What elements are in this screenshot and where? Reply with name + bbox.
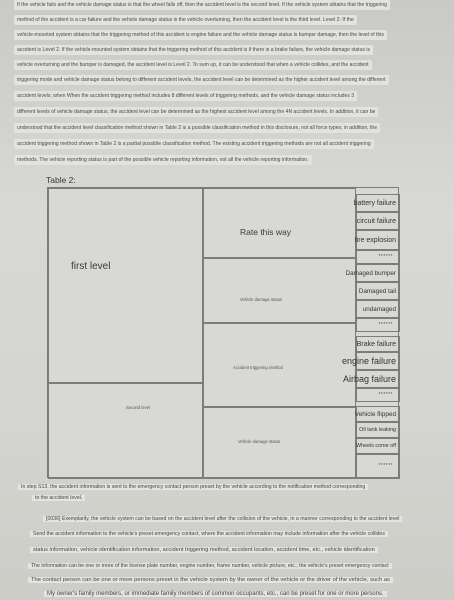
group2-item-1 [345, 264, 400, 282]
accident-level-table [47, 187, 399, 478]
text-line-7: accident levels; when When the accident triggering method includes 8 different levels of triggering methods, and the vehicle damage status includes 3 [14, 91, 357, 101]
text-line-6: triggering mode and vehicle damage status belong to different accident levels, the accident level can be determined as the higher accident level among the different [14, 75, 389, 85]
group2-item-1-text: Damaged bumper [345, 270, 396, 277]
group4-item-3 [356, 438, 400, 454]
group2-item-2-text: Damaged tail [358, 288, 396, 295]
group3-item-2 [341, 352, 400, 370]
text-line-5: vehicle overturning and the bumper is damaged, the accident level is Level 2. To sum up, it can be understood that when a vehicle collides, and the accident [14, 60, 372, 70]
group2-item-3 [356, 300, 400, 318]
second-level-label: Second level [126, 405, 150, 410]
bottom-line-2: to the accident level. [32, 493, 454, 503]
group1-item-1 [353, 194, 400, 212]
first-level-label: first level [71, 261, 111, 272]
bottom-line-1: In step S13, the accident information is sent to the emergency contact person preset by the vehicle according to the notification method corresponding [18, 482, 454, 492]
group4-stars-text: ****** [378, 463, 393, 469]
bottom-line-7: The contact person can be one or more persons preset in the vehicle system by the owner of the vehicle or the driver of the vehicle, such as [28, 575, 454, 585]
group4-item-3-text: Wheels come off [355, 443, 396, 449]
text-line-8: different levels of vehicle damage status, the accident level can be determined as the highest accident level among the 4N accident levels. In addition, it can be [14, 107, 378, 117]
group3-stars-text: ****** [378, 392, 393, 398]
rate-this-way-label: Rate this way [240, 227, 292, 237]
bottom-line-5: status information, vehicle identification information, accident triggering method, accident location, accident time, etc., vehicle identification [30, 545, 454, 555]
vehicle-damage-status-label: Vehicle damage status [240, 297, 283, 302]
group2-item-2 [356, 282, 400, 300]
text-line-1: If the vehicle fails and the vehicle damage status is that the wheel falls off, then the accident level is the second level. If the vehicle system obtains that the triggering [14, 0, 390, 10]
group1-item-1-text: battery failure [353, 200, 396, 207]
group3-item-3 [342, 370, 400, 388]
second-level-cell [48, 383, 203, 479]
accident-triggering-method-label: Accident triggering method [233, 365, 283, 370]
rate-this-way-cell [203, 188, 356, 258]
group4-stars [356, 454, 400, 479]
group1-stars-text: ****** [378, 254, 393, 260]
bottom-line-6: The information can be one or more of the license plate number, engine number, frame number, vehicle picture, etc.; the vehicle's preset emergency contact [28, 561, 454, 571]
text-line-2: method of the accident is a car failure and the vehicle damage status is the vehicle overturning, then the accident level is the third level. Level 2: If the [14, 15, 357, 25]
table-caption: Table 2: [46, 175, 76, 185]
group4-item-2-text: Oil tank leaking [359, 427, 396, 433]
text-line-11: methods. The vehicle reporting status is part of the possible vehicle reporting information, not all the vehicle reporting information. [14, 155, 312, 165]
group1-item-2 [356, 212, 400, 230]
vehicle-damage-status-cell [203, 258, 356, 323]
text-line-4: accident is Level 2. If the vehicle-mounted system obtains that the triggering method of this accident is if there is a brake failure, the vehicle damage status is [14, 45, 373, 55]
group4-item-1-text: Vehicle flipped [354, 411, 396, 418]
vehicle-damage-status-2-label: Vehicle damage status [238, 439, 281, 444]
first-level-cell [48, 188, 203, 383]
bottom-line-8: My owner's family members, or immediate family members of common occupants, etc., can be preset for one or more persons. [44, 589, 454, 599]
group1-stars [356, 250, 400, 264]
group2-stars [356, 318, 400, 332]
group4-item-2 [356, 422, 400, 438]
vehicle-damage-status-2-cell [203, 407, 356, 479]
group3-item-2-text: engine failure [341, 356, 396, 366]
group2-item-3-text: undamaged [362, 306, 396, 313]
group3-item-1 [356, 336, 400, 352]
group4-item-1 [356, 406, 400, 422]
group3-item-1-text: Brake failure [356, 341, 396, 348]
bottom-line-4: Send the accident information to the vehicle's preset emergency contact, where the accident information may include information after the vehicle collides [30, 529, 454, 539]
bottom-line-3: [0036] Exemplarily, the vehicle system can be based on the accident level after the collision of the vehicle, in a manner corresponding to the accident level [43, 514, 454, 524]
group3-item-3-text: Airbag failure [342, 374, 396, 384]
group2-stars-text: ****** [378, 322, 393, 328]
group1-item-3 [356, 230, 400, 250]
text-line-9: understood that the accident level classification method shown in Table 2 is a possible classification method in this disclosure, not all force types; in addition, the [14, 123, 380, 133]
text-line-3: vehicle-mounted system obtains that the triggering method of this accident is engine failure and the vehicle damage status is bumper damage, then the level of this [14, 30, 387, 40]
text-line-10: accident triggering method shown in Table 2 is a partial possible classification method. The existing accident triggering methods are not all accident triggering [14, 139, 374, 149]
group1-item-2-text: circuit failure [356, 218, 396, 225]
group1-item-3-text: tire explosion [354, 237, 396, 244]
accident-triggering-method-cell [203, 323, 356, 407]
group3-stars [356, 388, 400, 402]
